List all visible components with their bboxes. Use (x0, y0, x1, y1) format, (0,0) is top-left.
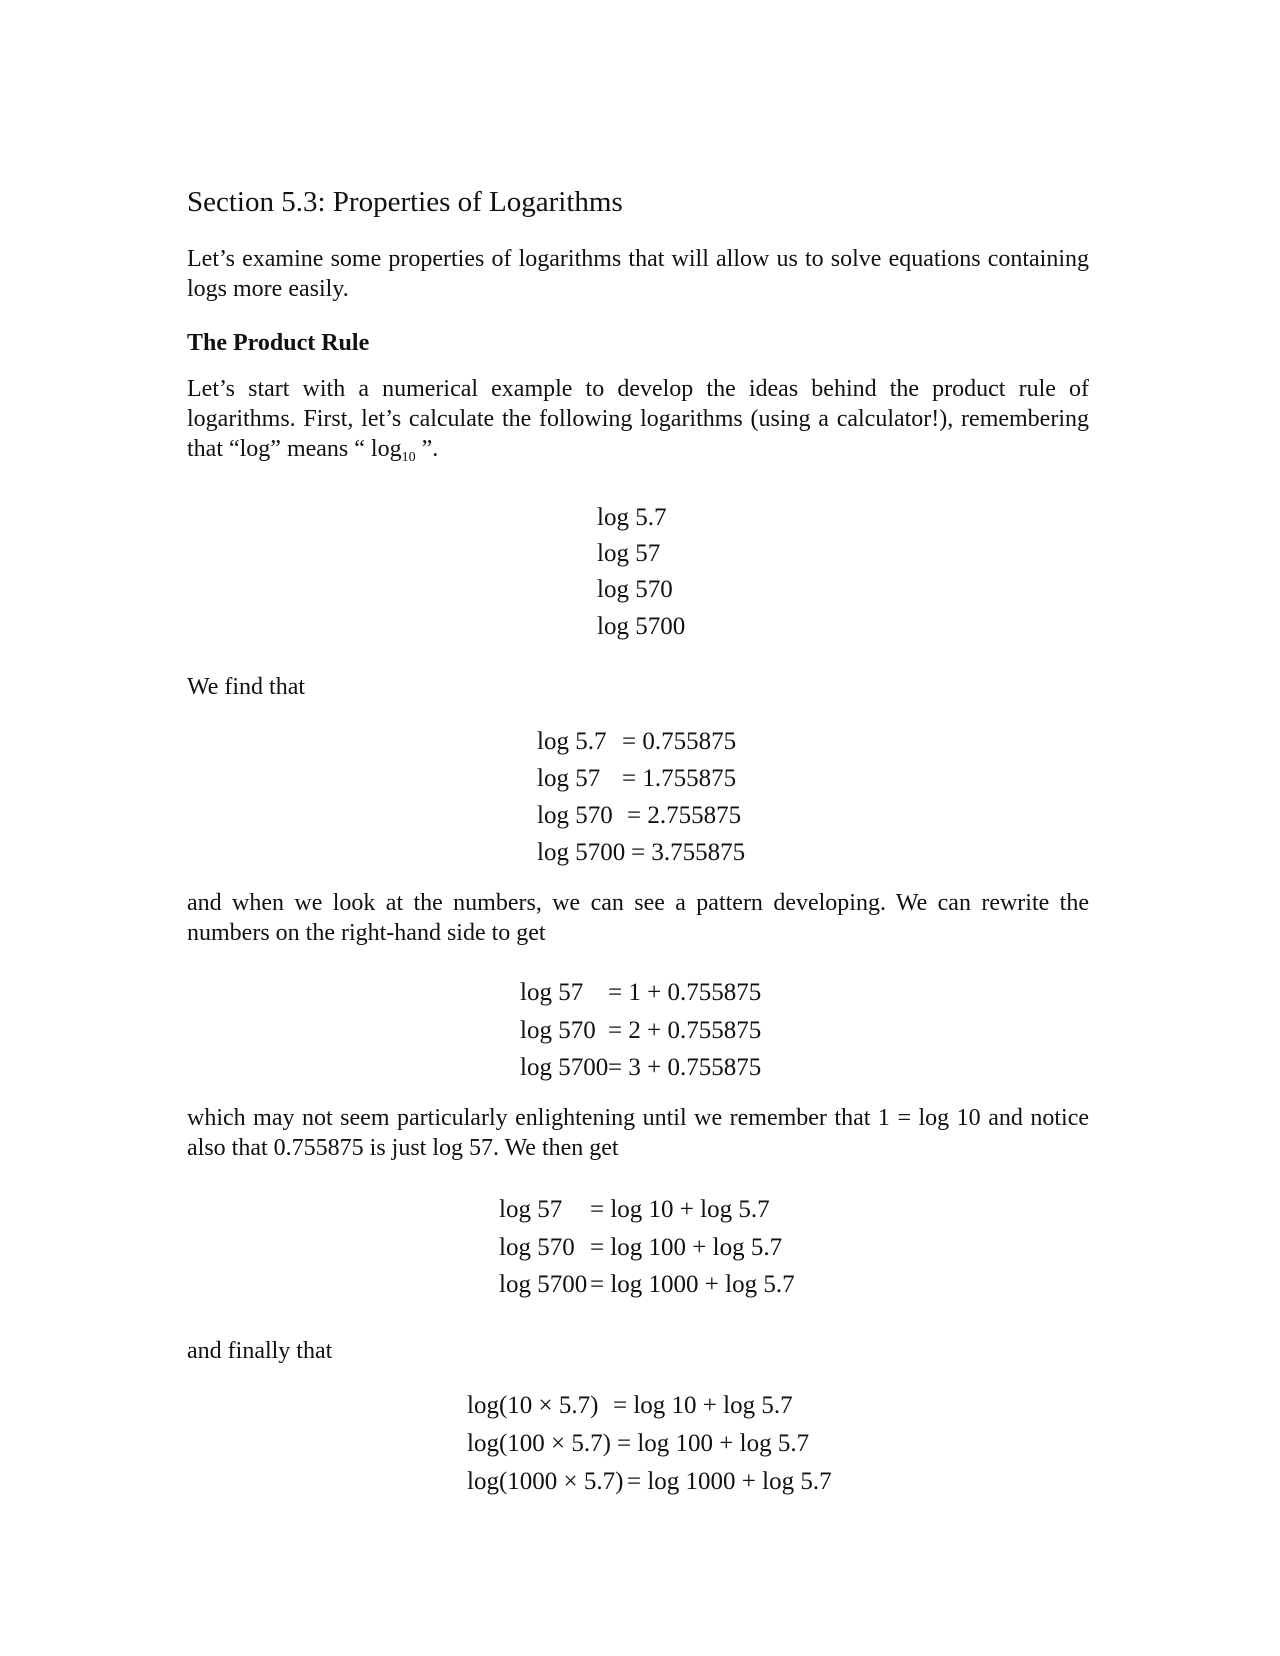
intro-paragraph: Let’s examine some properties of logarithms that will allow us to solve equations containing logs more easily. (187, 246, 1089, 302)
equation-line (537, 727, 737, 757)
equation-rhs: = 2 + 0.755875 (608, 1017, 762, 1044)
equation-line (520, 978, 762, 1008)
equation-lhs: log(1000 × 5.7) (467, 1468, 624, 1495)
equation-lhs: log 5700 (520, 1054, 609, 1081)
document-page (187, 0, 1089, 1656)
log-base-subscript: 10 (401, 450, 416, 465)
paragraph-text: Let’s start with a numerical example to develop the ideas behind the product rule of logarithms. First, let’s calculate the following logarithms (using a calculator!), remembering that “log” means “ log (187, 376, 1089, 462)
equation-lhs: log 57 (537, 765, 601, 792)
equation-line (499, 1270, 795, 1300)
equation-rhs: = 2.755875 (627, 802, 742, 829)
equation-line (537, 838, 746, 868)
equation-rhs: = log 10 + log 5.7 (613, 1392, 793, 1419)
equation-lhs: log(10 × 5.7) (467, 1392, 599, 1419)
we-find-text: We find that (187, 674, 306, 700)
equation-lhs: log 57 (520, 979, 584, 1006)
equation-rhs: = 1 + 0.755875 (608, 979, 762, 1006)
equation-line: log 5700 (597, 613, 686, 640)
equation-lhs: log 570 (537, 802, 613, 829)
equation-lhs: log 570 (499, 1234, 575, 1261)
equation-line (520, 1053, 762, 1083)
equation-line (467, 1467, 832, 1497)
equation-rhs: = 3 + 0.755875 (608, 1054, 762, 1081)
equation-rhs: = log 1000 + log 5.7 (627, 1468, 832, 1495)
equation-lhs: log 5700 (499, 1271, 588, 1298)
pattern-paragraph: and when we look at the numbers, we can see a pattern developing. We can rewrite the numbers on the right-hand side to get (187, 890, 1089, 946)
equation-rhs: = 3.755875 (631, 839, 746, 866)
equation-line (499, 1233, 783, 1263)
enlightening-paragraph: which may not seem particularly enlightening until we remember that 1 = log 10 and notice also that 0.755875 is just log 57. We then get (187, 1105, 1089, 1161)
equation-lhs: log 5.7 (537, 728, 607, 755)
equation-line (467, 1391, 793, 1421)
equation-rhs: = log 100 + log 5.7 (617, 1430, 810, 1457)
equation-lhs: log 570 (520, 1017, 596, 1044)
equation-lhs: log(100 × 5.7) (467, 1430, 611, 1457)
equation-rhs: = 1.755875 (622, 765, 737, 792)
paragraph-text-end: ”. (415, 436, 439, 462)
product-rule-paragraph (187, 374, 1089, 464)
equation-rhs: = log 100 + log 5.7 (590, 1234, 783, 1261)
and-finally-text: and finally that (187, 1338, 333, 1364)
product-rule-heading: The Product Rule (187, 330, 370, 356)
equation-line (520, 1016, 762, 1046)
equation-rhs: = log 10 + log 5.7 (590, 1196, 770, 1223)
equation-lhs: log 5700 (537, 839, 626, 866)
section-title: Section 5.3: Properties of Logarithms (187, 186, 623, 218)
equation-line: log 570 (597, 576, 673, 603)
equation-rhs: = log 1000 + log 5.7 (590, 1271, 795, 1298)
equation-lhs: log 57 (499, 1196, 563, 1223)
equation-line: log 57 (597, 540, 661, 567)
equation-rhs: = 0.755875 (622, 728, 737, 755)
equation-line: log 5.7 (597, 504, 667, 531)
equation-line (467, 1429, 810, 1459)
equation-line (537, 764, 737, 794)
equation-line (499, 1195, 770, 1225)
equation-line (537, 801, 742, 831)
